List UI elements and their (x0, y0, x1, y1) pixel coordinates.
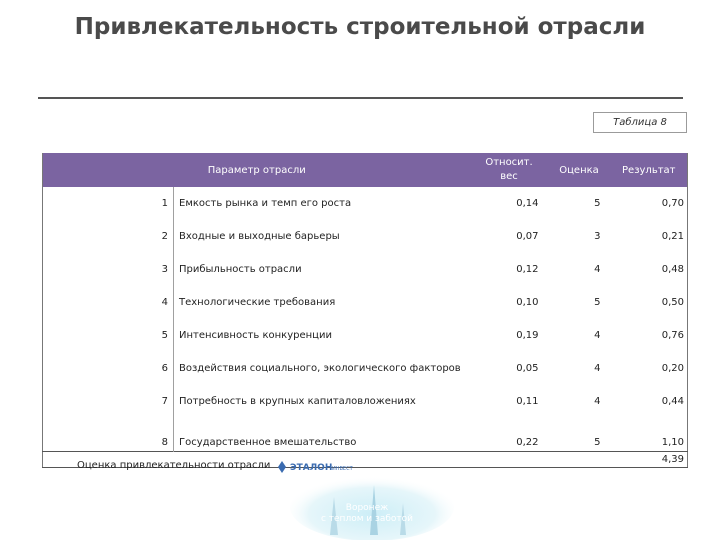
row-number: 1 (43, 187, 174, 220)
row-score: 4 (594, 363, 601, 374)
row-parameter: Потребность в крупных капиталовложениях (179, 396, 416, 407)
row-score: 5 (594, 297, 601, 308)
row-parameter: Государственное вмешательство (179, 437, 357, 448)
row-number: 3 (43, 253, 174, 286)
row-result: 0,48 (661, 264, 685, 275)
row-parameter: Технологические требования (179, 297, 336, 308)
row-parameter: Интенсивность конкуренции (179, 330, 332, 341)
table-row (43, 352, 688, 385)
logo-tagline-2: с теплом и заботой (320, 514, 414, 524)
row-score: 5 (594, 198, 601, 209)
header-parameter: Параметр отрасли (43, 153, 471, 187)
row-result: 0,44 (661, 396, 685, 407)
row-weight: 0,07 (516, 231, 539, 242)
row-weight: 0,22 (516, 437, 539, 448)
table-row (43, 253, 688, 286)
row-number: 2 (43, 220, 174, 253)
table-row (43, 319, 688, 352)
header-score: Оценка (548, 153, 611, 187)
table-row (43, 187, 688, 220)
logo-brand-suffix: ИНВЕСТ (332, 466, 353, 472)
table-row (43, 418, 688, 452)
row-weight: 0,10 (516, 297, 539, 308)
slide-title: Привлекательность строительной отрасли (74, 14, 646, 40)
row-result: 0,20 (661, 363, 685, 374)
company-logo (272, 455, 462, 540)
row-number: 6 (43, 352, 174, 385)
table-row (43, 385, 688, 418)
row-number: 8 (43, 418, 174, 452)
total-label: Оценка привлекательности отрасли (77, 459, 271, 471)
row-parameter: Емкость рынка и темп его роста (179, 198, 352, 209)
row-parameter: Воздействия социального, экологического факторов (179, 363, 461, 374)
logo-mark-icon (278, 461, 286, 473)
logo-tagline-1: Воронеж (345, 503, 389, 513)
table-row (43, 286, 688, 319)
row-number: 5 (43, 319, 174, 352)
table-row (43, 220, 688, 253)
title-divider (38, 97, 683, 99)
header-result: Результат (611, 153, 688, 187)
row-score: 4 (594, 396, 601, 407)
row-score: 4 (594, 330, 601, 341)
row-number: 7 (43, 385, 174, 418)
row-weight: 0,05 (516, 363, 539, 374)
row-weight: 0,11 (516, 396, 539, 407)
row-result: 0,70 (661, 198, 685, 209)
logo-brand: ЭТАЛОН (290, 463, 333, 473)
total-result: 4,39 (611, 452, 688, 468)
row-result: 0,50 (661, 297, 685, 308)
row-score: 3 (594, 231, 601, 242)
header-weight-line2: вес (500, 171, 518, 182)
row-weight: 0,19 (516, 330, 539, 341)
row-result: 0,21 (661, 231, 685, 242)
row-weight: 0,12 (516, 264, 539, 275)
row-score: 4 (594, 264, 601, 275)
row-score: 5 (594, 437, 601, 448)
row-parameter: Входные и выходные барьеры (179, 231, 340, 242)
table-caption: Таблица 8 (593, 112, 687, 133)
row-number: 4 (43, 286, 174, 319)
row-weight: 0,14 (516, 198, 539, 209)
header-row (43, 153, 688, 187)
header-weight (471, 153, 548, 187)
header-weight-line1: Относит. (485, 157, 533, 168)
row-parameter: Прибыльность отрасли (179, 264, 302, 275)
row-result: 1,10 (661, 437, 685, 448)
row-result: 0,76 (661, 330, 685, 341)
